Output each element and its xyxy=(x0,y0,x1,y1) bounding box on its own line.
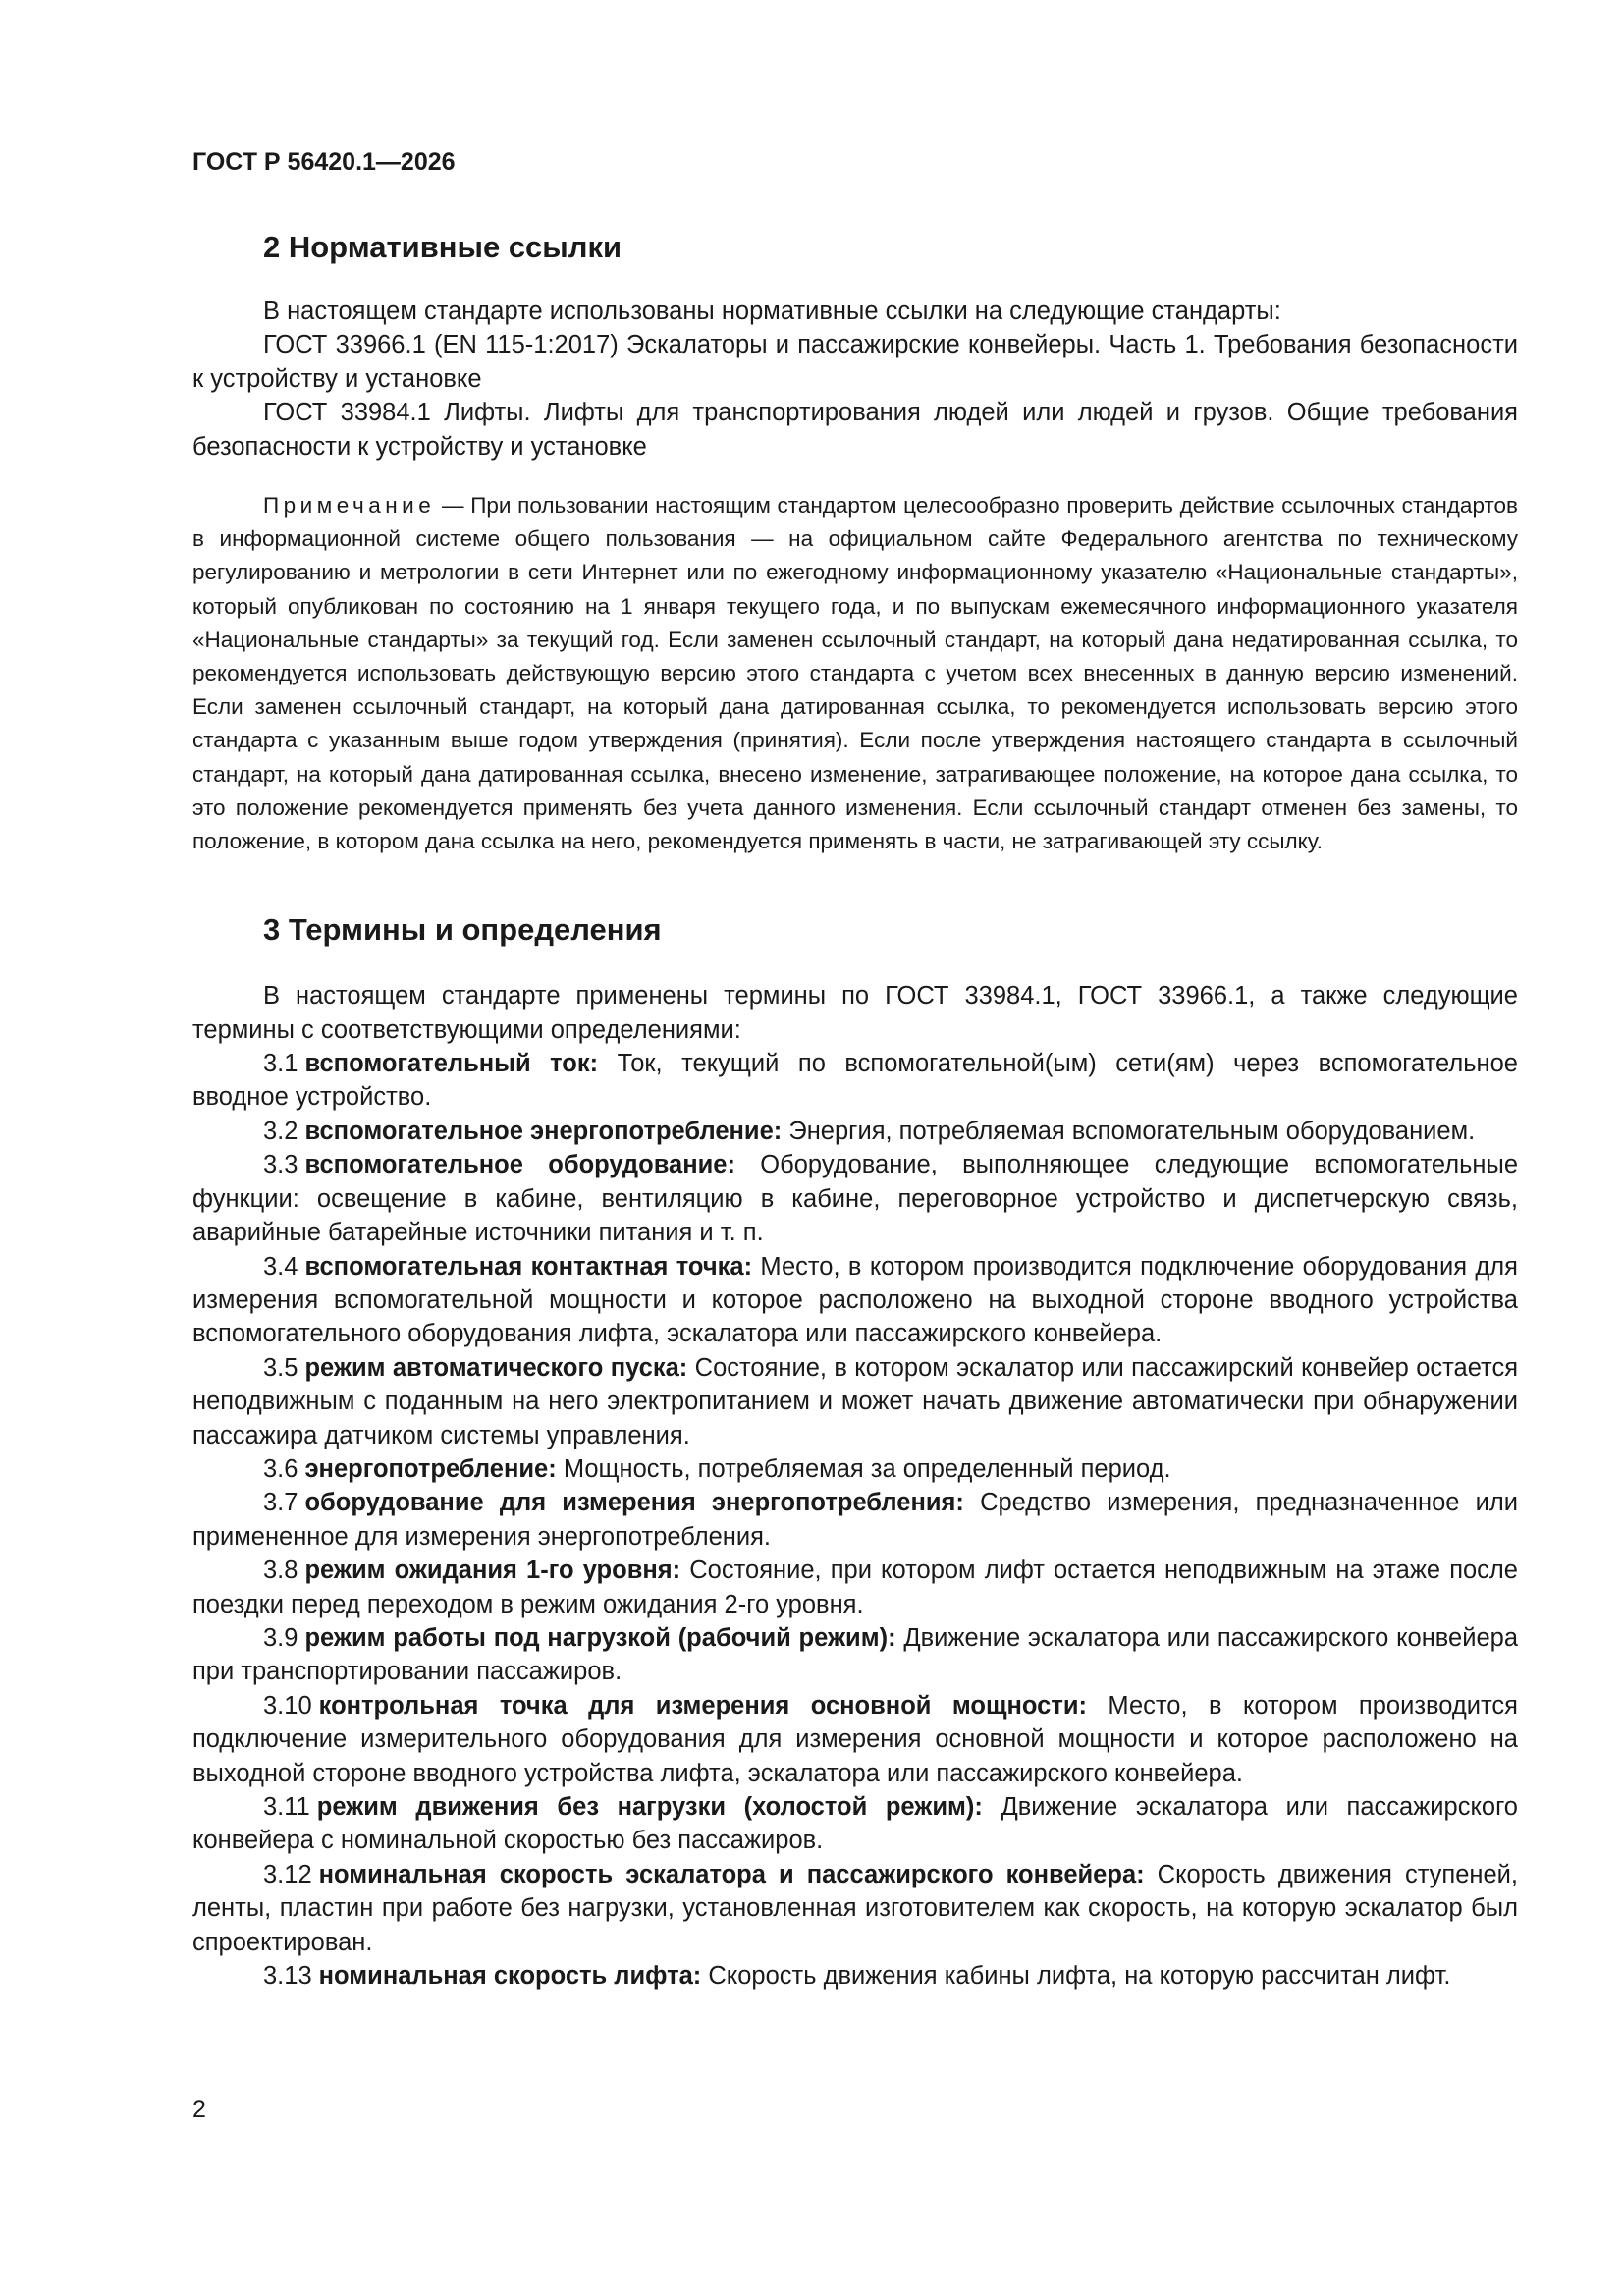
term-number: 3.9 xyxy=(263,1623,298,1652)
section-heading: 3 Термины и определения xyxy=(263,912,662,948)
reference-item: ГОСТ 33966.1 (EN 115-1:2017) Эскалаторы и пассажирские конвейеры. Часть 1. Требования безопасности к устройству и установке xyxy=(192,331,1518,393)
term-text: Состояние, при котором лифт остается неподвижным на этаже после поездки перед переходом в режим ожидания 2-го уровня. xyxy=(192,1557,1518,1618)
term-number: 3.10 xyxy=(263,1691,312,1720)
term-number: 3.4 xyxy=(263,1252,298,1281)
term-definition xyxy=(192,1250,1518,1351)
term-number: 3.13 xyxy=(263,1962,312,1991)
term-definition xyxy=(192,1858,1518,1959)
term-text: Состояние, в котором эскалатор или пассажирский конвейер остается неподвижным с поданным на него электропитанием и может начать движение автоматически при обнаружении пассажира датчиком системы управления. xyxy=(192,1353,1518,1449)
term-text: Мощность, потребляемая за определенный период. xyxy=(556,1454,1171,1483)
page-body xyxy=(192,228,1518,1993)
term-text: Движение эскалатора или пассажирского конвейера с номинальной скоростью без пассажиров. xyxy=(192,1793,1518,1855)
term-name: вспомогательный ток: xyxy=(304,1050,599,1078)
term-text: Ток, текущий по вспомогательной(ым) сети(ям) через вспомогательное вводное устройство. xyxy=(192,1050,1518,1112)
term-name: режим работы под нагрузкой (рабочий режим): xyxy=(304,1623,896,1652)
term-name: режим автоматического пуска: xyxy=(304,1353,688,1382)
term-name: оборудование для измерения энергопотребления: xyxy=(304,1489,964,1517)
term-text: Оборудование, выполняющее следующие вспомогательные функции: освещение в кабине, вентиляцию в кабине, переговорное устройство и диспетчерскую связь, аварийные батарейные источники питания и т. п. xyxy=(192,1151,1518,1247)
term-name: номинальная скорость лифта: xyxy=(318,1962,702,1991)
term-definition xyxy=(192,1351,1518,1452)
term-definition xyxy=(192,1790,1518,1858)
document-header: ГОСТ Р 56420.1—2026 xyxy=(192,148,456,176)
term-definition xyxy=(192,1115,1518,1148)
term-number: 3.5 xyxy=(263,1353,298,1382)
term-definition xyxy=(192,1486,1518,1554)
term-definition xyxy=(192,1148,1518,1249)
term-name: режим движения без нагрузки (холостой режим): xyxy=(316,1793,983,1822)
term-definition xyxy=(192,1621,1518,1689)
term-text: Скорость движения ступеней, ленты, пластин при работе без нагрузки, установленная изготовителем как скорость, на которую эскалатор был спроектирован. xyxy=(192,1860,1518,1956)
paragraph: В настоящем стандарте использованы нормативные ссылки на следующие стандарты: xyxy=(263,298,1281,325)
term-text: Скорость движения кабины лифта, на которую рассчитан лифт. xyxy=(701,1962,1451,1991)
term-text: Место, в котором производится подключение измерительного оборудования для измерения основной мощности и которое расположено на выходной стороне вводного устройства лифта, эскалатора или пассажирского конвейера. xyxy=(192,1691,1518,1787)
term-text: Энергия, потребляемая вспомогательным оборудованием. xyxy=(782,1117,1476,1145)
term-definition xyxy=(192,1689,1518,1790)
term-number: 3.2 xyxy=(263,1117,298,1145)
term-number: 3.6 xyxy=(263,1454,298,1483)
note-label: Примечание xyxy=(263,493,436,519)
term-number: 3.12 xyxy=(263,1860,312,1888)
term-number: 3.11 xyxy=(263,1793,310,1822)
term-name: вспомогательное оборудование: xyxy=(304,1151,735,1179)
term-definition xyxy=(192,1959,1518,1993)
term-name: номинальная скорость эскалатора и пассажирского конвейера: xyxy=(318,1860,1145,1888)
term-text: Движение эскалатора или пассажирского конвейера при транспортировании пассажиров. xyxy=(192,1623,1519,1686)
term-number: 3.1 xyxy=(263,1050,298,1078)
term-number: 3.3 xyxy=(263,1151,298,1179)
note-text: — При пользовании настоящим стандартом целесообразно проверить действие ссылочных стандартов в информационной системе общего пользования — на официальном сайте Федерального агентства по техническому регулированию и метрологии в сети Интернет или по ежегодному информационному указателю «Национальные стандарты», который опубликован по состоянию на 1 января текущего года, и по выпускам ежемесячного информационного указателя «Национальные стандарты» за текущий год. Если заменен ссылочный стандарт, на который дана недатированная ссылка, то рекомендуется использовать действующую версию этого стандарта с учетом всех внесенных в данную версию изменений. Если заменен ссылочный стандарт, на который дана датированная ссылка, то рекомендуется использовать версию этого стандарта с указанным выше годом утверждения (принятия). Если после утверждения настоящего стандарта в ссылочный стандарт, на который дана датированная ссылка, внесено изменение, затрагивающее положение, на которое дана ссылка, то это положение рекомендуется применять без учета данного изменения. Если ссылочный стандарт отменен без замены, то положение, в котором дана ссылка на него, рекомендуется применять в части, не затрагивающей эту ссылку. xyxy=(192,493,1518,854)
term-text: Средство измерения, предназначенное или примененное для измерения энергопотребления. xyxy=(192,1489,1518,1551)
paragraph: В настоящем стандарте применены термины по ГОСТ 33984.1, ГОСТ 33966.1, а также следующие термины с соответствующими определениями: xyxy=(192,982,1518,1044)
term-name: режим ожидания 1-го уровня: xyxy=(304,1557,681,1585)
term-name: вспомогательное энергопотребление: xyxy=(304,1117,783,1145)
term-name: контрольная точка для измерения основной мощности: xyxy=(318,1691,1087,1720)
term-definition xyxy=(192,1554,1518,1621)
term-name: вспомогательная контактная точка: xyxy=(304,1252,753,1281)
term-definition xyxy=(192,1452,1518,1486)
note xyxy=(192,489,1518,858)
term-text: Место, в котором производится подключение оборудования для измерения вспомогательной мощности и которое расположено на выходной стороне вводного устройства вспомогательного оборудования лифта, эскалатора или пассажирского конвейера. xyxy=(192,1252,1518,1348)
term-number: 3.8 xyxy=(263,1557,298,1585)
page-number: 2 xyxy=(192,2096,206,2123)
section-heading: 2 Нормативные ссылки xyxy=(263,230,622,264)
term-name: энергопотребление: xyxy=(304,1454,557,1483)
term-definition xyxy=(192,1047,1518,1115)
term-number: 3.7 xyxy=(263,1489,298,1517)
reference-item: ГОСТ 33984.1 Лифты. Лифты для транспортирования людей или людей и грузов. Общие требования безопасности к устройству и установке xyxy=(192,399,1518,461)
